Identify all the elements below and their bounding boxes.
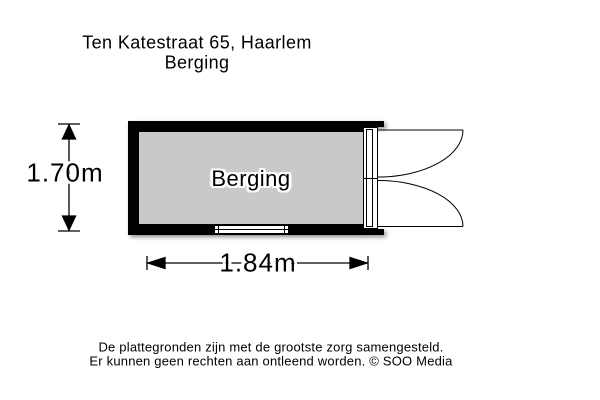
window-symbol xyxy=(215,226,289,234)
page-title-address: Ten Katestraat 65, Haarlem xyxy=(82,32,312,53)
vdim-arrowhead-up xyxy=(63,125,76,139)
door-frame xyxy=(364,128,378,229)
door-swing-arc-top xyxy=(378,130,463,177)
disclaimer-line-2: Er kunnen geen rechten aan ontleend worden. © SOO Media xyxy=(89,353,453,369)
dimension-label-horizontal: 1.84m xyxy=(219,247,297,278)
disclaimer-line-1: De plattegronden zijn met de grootste zorg samengesteld. xyxy=(98,339,444,355)
vdim-arrowhead-down xyxy=(63,216,76,230)
door-swing-arc-bottom xyxy=(378,181,463,227)
page-title-room: Berging xyxy=(164,52,230,73)
double-door xyxy=(378,130,464,227)
hdim-arrowhead-right xyxy=(350,258,367,269)
room-name-label: Berging xyxy=(211,166,291,191)
dimension-label-vertical: 1.70m xyxy=(26,157,104,188)
hdim-arrowhead-left xyxy=(148,258,165,269)
